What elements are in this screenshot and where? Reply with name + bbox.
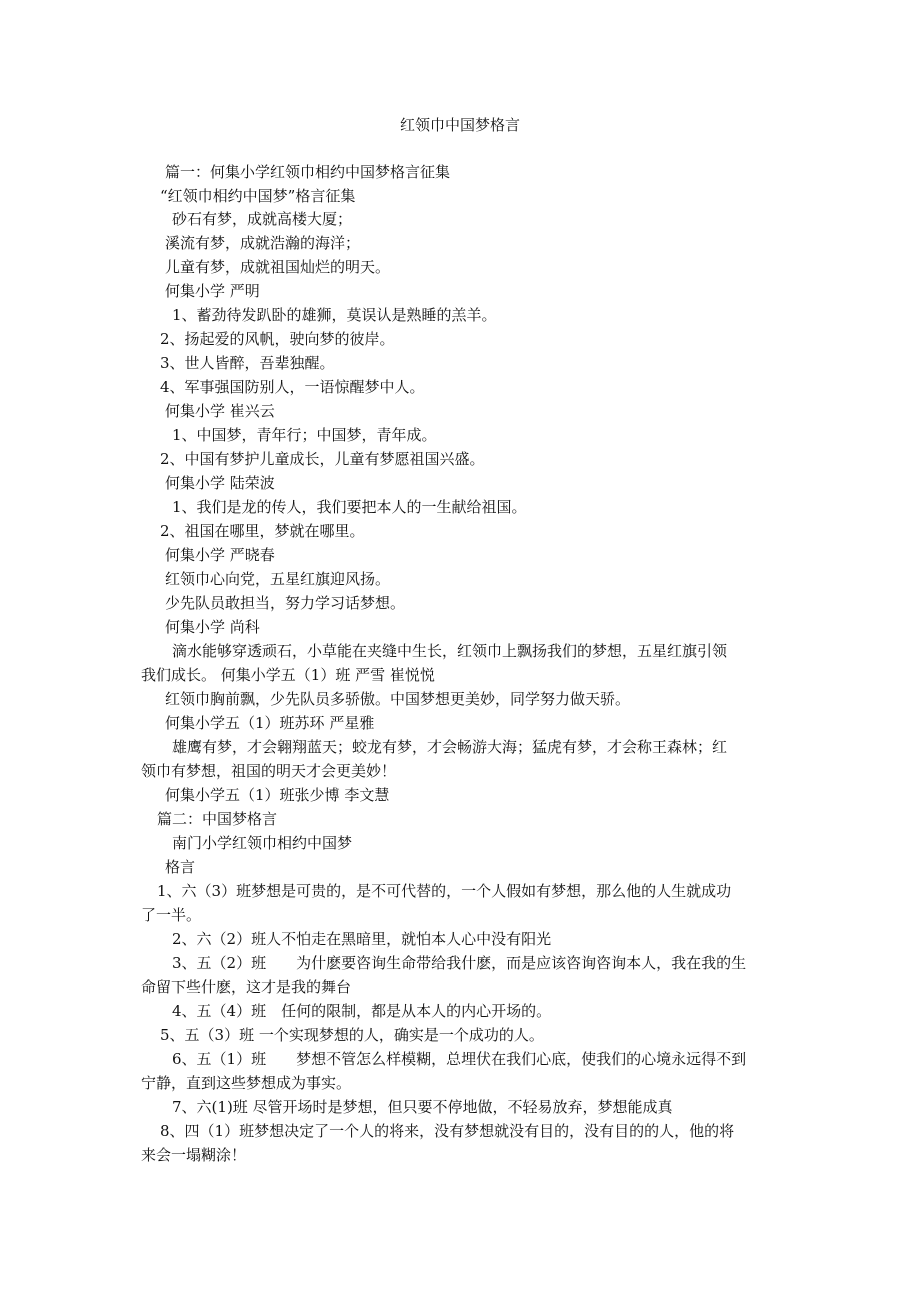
- text-line: 宁静，直到这些梦想成为事实。: [141, 1074, 352, 1092]
- author-line: 何集小学 严晓春: [165, 546, 275, 564]
- author-line: 何集小学 陆荣波: [165, 474, 275, 492]
- text-line: 3、世人皆醉，吾辈独醒。: [160, 354, 335, 372]
- text-line: 7、六(1)班 尽管开场时是梦想，但只要不停地做，不轻易放弃，梦想能成真: [172, 1098, 673, 1116]
- text-line: 来会一塌糊涂！: [141, 1146, 247, 1164]
- author-line: 何集小学五（1）班张少博 李文慧: [165, 786, 390, 804]
- section-heading-2: 篇二：中国梦格言: [157, 810, 278, 828]
- text-line: 1、中国梦，青年行；中国梦，青年成。: [172, 426, 437, 444]
- text-line: 3、五（2）班 为什麽要咨询生命带给我什麽，而是应该咨询咨询本人，我在我的生: [172, 954, 747, 972]
- text-line: 4、军事强国防别人，一语惊醒梦中人。: [160, 378, 425, 396]
- text-line: 雄鹰有梦，才会翱翔蓝天；蛟龙有梦，才会畅游大海；猛虎有梦，才会称王森林；红: [172, 738, 728, 756]
- author-line: 何集小学 尚科: [165, 618, 260, 636]
- text-line: 2、六（2）班人不怕走在黑暗里，就怕本人心中没有阳光: [172, 930, 552, 948]
- text-line: 1、我们是龙的传人，我们要把本人的一生献给祖国。: [172, 498, 527, 516]
- author-line: 何集小学 严明: [165, 282, 260, 300]
- text-line: 滴水能够穿透顽石，小草能在夹缝中生长，红领巾上飘扬我们的梦想，五星红旗引领: [172, 642, 728, 660]
- author-line: 何集小学五（1）班苏环 严星雅: [165, 714, 375, 732]
- text-line: 1、蓄劲待发趴卧的雄狮，莫误认是熟睡的羔羊。: [172, 306, 497, 324]
- text-line: 命留下些什麽，这才是我的舞台: [141, 978, 352, 996]
- text-line: 红领巾心向党，五星红旗迎风扬。: [165, 570, 391, 588]
- text-line: 2、扬起爱的风帆，驶向梦的彼岸。: [160, 330, 395, 348]
- text-line: 儿童有梦，成就祖国灿烂的明天。: [165, 258, 391, 276]
- author-line: 何集小学 崔兴云: [165, 402, 275, 420]
- document-title: 红领巾中国梦格言: [399, 116, 520, 134]
- subheading: 南门小学红领巾相约中国梦: [172, 834, 353, 852]
- text-line: 我们成长。 何集小学五（1）班 严雪 崔悦悦: [141, 666, 435, 684]
- text-line: 4、五（4）班 任何的限制，都是从本人的内心开场的。: [172, 1002, 552, 1020]
- text-line: 少先队员敢担当，努力学习话梦想。: [165, 594, 406, 612]
- subheading: 格言: [165, 858, 196, 876]
- text-line: 红领巾胸前飘，少先队员多骄傲。中国梦想更美妙，同学努力做天骄。: [165, 690, 631, 708]
- subheading: “红领巾相约中国梦”格言征集: [160, 187, 356, 205]
- text-line: 砂石有梦，成就高楼大厦；: [172, 210, 353, 228]
- text-line: 1、六（3）班梦想是可贵的，是不可代替的，一个人假如有梦想，那么他的人生就成功: [157, 882, 732, 900]
- text-line: 5、五（3）班 一个实现梦想的人，确实是一个成功的人。: [160, 1026, 544, 1044]
- text-line: 6、五（1）班 梦想不管怎么样模糊，总埋伏在我们心底，使我们的心境永远得不到: [172, 1050, 747, 1068]
- text-line: 2、中国有梦护儿童成长，儿童有梦愿祖国兴盛。: [160, 450, 485, 468]
- section-heading-1: 篇一：何集小学红领巾相约中国梦格言征集: [165, 163, 451, 181]
- text-line: 2、祖国在哪里，梦就在哪里。: [160, 522, 365, 540]
- text-line: 8、四（1）班梦想决定了一个人的将来，没有梦想就没有目的，没有目的的人，他的将: [160, 1122, 735, 1140]
- text-line: 溪流有梦，成就浩瀚的海洋；: [165, 234, 361, 252]
- text-line: 了一半。: [141, 906, 202, 924]
- text-line: 领巾有梦想，祖国的明天才会更美妙！: [141, 762, 397, 780]
